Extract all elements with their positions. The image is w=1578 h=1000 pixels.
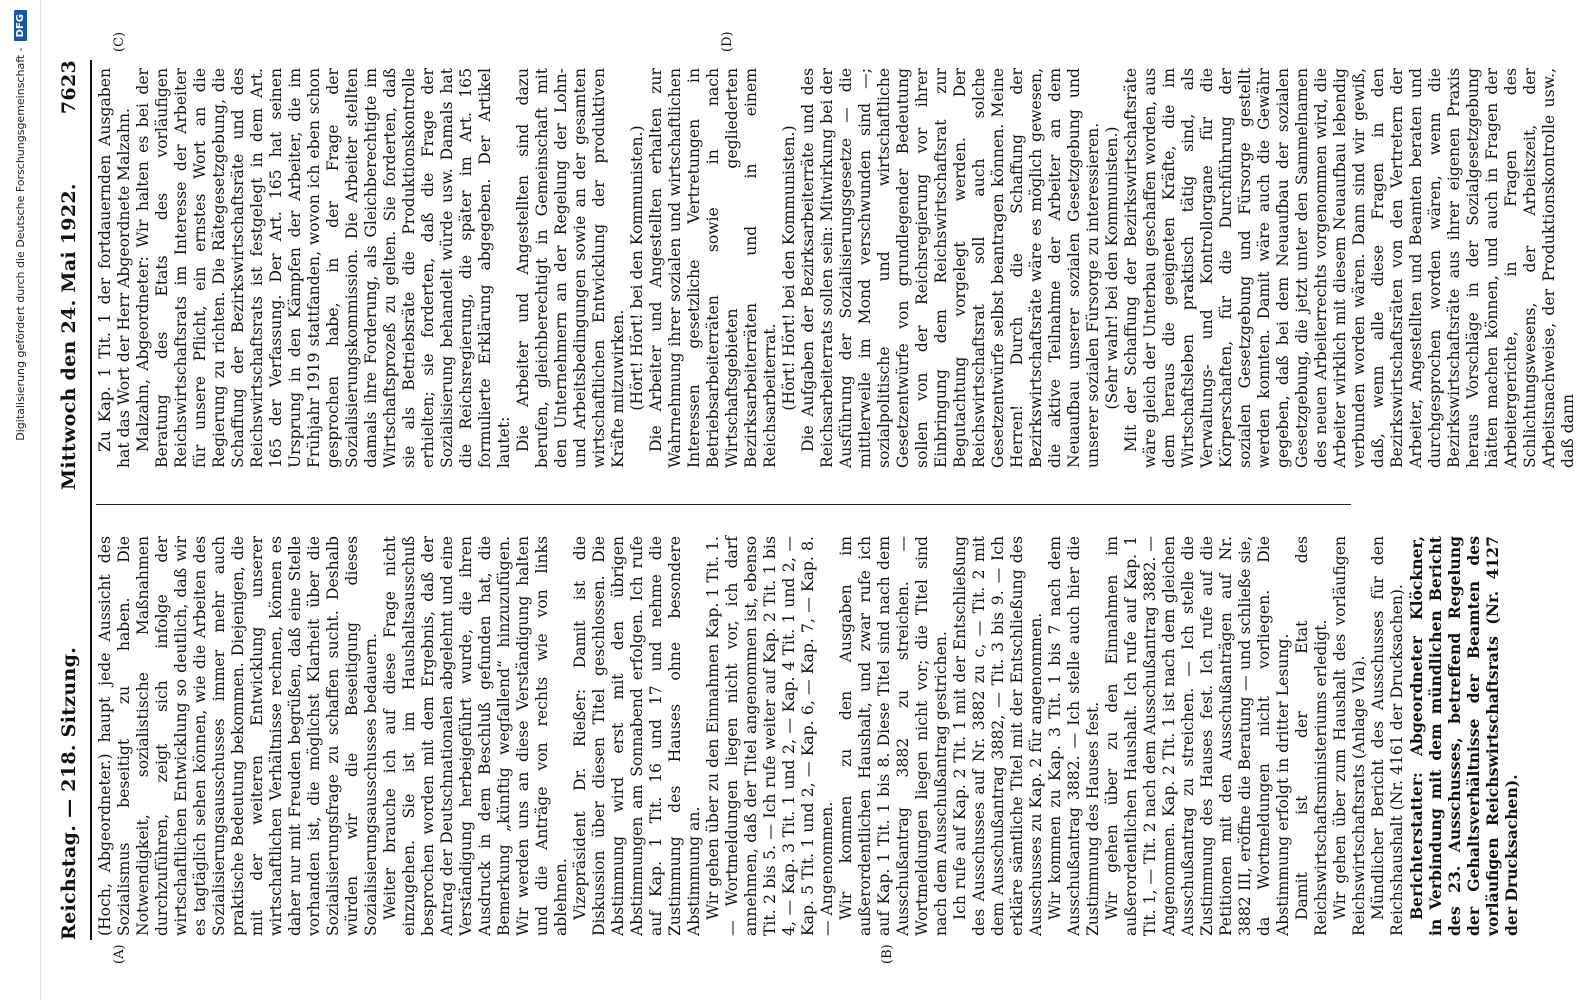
paragraph: Die Aufgaben der Bezirksarbeiterräte und des Reichsarbeiterrats sollen sein: Mitwirkung bei der Ausführung der Sozialisierungsgesetze — die mittlerweile im Mond verschwunden sind —; sozialpolitische und wirtschaftliche Gesetzentwürfe von grundlegender Bedeutung sollen von der Reichsregierung vor ihrer Einbringung dem Reichswirtschaftsrat zur Begutachtung vorgelegt werden. Der Reichswirtschaftsrat soll auch solche Gesetzentwürfe selbst beantragen können. Meine Herren! Durch die Schaffung der Bezirkswirtschaftsräte wäre es möglich gewesen, die aktive Teilnahme der Arbeiter an dem Neuaufbau unserer sozialen Gesetzgebung und unserer sozialen Fürsorge zu interessieren.: [799, 68, 1102, 468]
paragraph: Wir gehen über zum Haushalt des vorläufigen Reichswirtschaftsrats (Anlage VIa).: [1331, 536, 1368, 936]
paragraph: Ich rufe auf Kap. 2 Tit. 1 mit der Entschließung des Ausschusses auf Nr. 3882 zu c, — Tit. 2 mit dem Ausschußantrag 3882, — Tit. 3 bis 9. — Ich erkläre sämtliche Titel mit der Entschließung des Ausschusses zu Kap. 2 für angenommen.: [951, 536, 1045, 936]
paragraph: Mündlicher Bericht des Ausschusses für den Reichshaushalt (Nr. 4161 der Drucksachen).: [1369, 536, 1406, 936]
paragraph: Vizepräsident Dr. Rießer: Damit ist die Diskussion über diesen Titel geschlossen. Die Abstimmung wird erst mit den übrigen Abstimmungen am Sonnabend erfolgen. Ich rufe auf Kap. 1 Tit. 16 und 17 und nehme die Zustimmung des Hauses ohne besondere Abstimmung an.: [571, 536, 703, 936]
interjection: (Hört! Hört! bei den Kommunisten.): [780, 125, 798, 411]
right-column: [96, 68, 1577, 468]
paragraph: Wir gehen über zu den Einnahmen Kap. 1 Tit. 1. — Wortmeldungen liegen nicht vor, ich darf annehmen, daß der Titel angenommen ist, ebenso Tit. 2 bis 5. — Ich rufe weiter auf Kap. 2 Tit. 1 bis 4, — Kap. 3 Tit. 1 und 2, — Kap. 4 Tit. 1 und 2, — Kap. 5 Tit. 1 und 2, — Kap. 6, — Kap. 7, — Kap. 8. — Angenommen.: [704, 536, 836, 936]
quoted-paragraph: Die Arbeiter und Angestellten erhalten zur Wahrnehmung ihrer sozialen und wirtschaftlichen Interessen gesetzliche Vertretungen in Betriebsarbeiterräten sowie in nach Wirtschaftsgebieten gegliederten Bezirksarbeiterräten und in einem Reichsarbeiterrat.: [647, 68, 779, 468]
dfg-logo: DFG: [14, 10, 27, 41]
margin-mark-d: (D): [720, 31, 735, 52]
header-date: Mittwoch den 24. Mai 1922.: [58, 183, 80, 490]
interjection: (Hört! Hört! bei den Kommunisten.): [628, 125, 646, 411]
header-rule: [90, 60, 92, 940]
column-divider: [96, 504, 1351, 505]
paragraph: Berichterstatter: Abgeordneter Klöckner, in Verbindung mit dem mündlichen Bericht des 23. Ausschusses, betreffend Regelung der Gehaltsverhältnisse der Beamten des vorläufigen Reichswirtschaftsrats (Nr. 4127 der Drucksachen).: [1407, 536, 1521, 936]
paragraph: Malzahn, Abgeordneter: Wir halten es bei der Beratung des Etats des vorläufigen Reichswirtschaftsrats im Interesse der Arbeiter für unsere Pflicht, ein ernstes Wort an die Regierung zu richten. Die Rätegesetzgebung, die Schaffung der Bezirkswirtschaftsräte und des Reichswirtschaftsrats ist festgelegt in dem Art. 165 der Verfassung. Der Art. 165 hat seinen Ursprung in den Kämpfen der Arbeiter, die im Frühjahr 1919 stattfanden, wovon ich eben schon gesprochen habe, in der Frage der Sozialisierungskommission. Die Arbeiter stellten damals ihre Forderung, als Gleichberechtigte im Wirtschaftsprozeß zu gelten. Sie forderten, daß sie als Betriebsräte die Produktionskontrolle erhielten; sie forderten, daß die Frage der Sozialisierung behandelt würde usw. Damals hat die Reichsregierung, die später im Art. 165 formulierte Erklärung abgegeben. Der Artikel lautet:: [134, 68, 513, 468]
paragraph: Damit ist der Etat des Reichswirtschaftsministeriums erledigt.: [1293, 536, 1330, 936]
margin-mark-a: (A): [112, 944, 127, 964]
paragraph: Wir kommen zu Kap. 3 Tit. 1 bis 7 nach dem Ausschußantrag 3882. — Ich stelle auch hier die Zustimmung des Hauses fest.: [1046, 536, 1102, 936]
paragraph: Wir gehen über zu den Einnahmen im außerordentlichen Haushalt. Ich rufe auf Kap. 1 Tit. 1, — Tit. 2 nach dem Ausschußantrag 3882. — Angenommen. Kap. 2 Tit. 1 ist nach dem gleichen Ausschußantrag zu streichen. — Ich stelle die Zustimmung des Hauses fest. Ich rufe auf die Petitionen mit den Ausschußanträgen auf Nr. 3882 III, eröffne die Beratung — und schließe sie, da Wortmeldungen nicht vorliegen. Die Abstimmung erfolgt in dritter Lesung.: [1103, 536, 1292, 936]
quoted-paragraph: Die Arbeiter und Angestellten sind dazu berufen, gleichberechtigt in Gemeinschaft mit den Unternehmern an der Regelung der Lohn- und Arbeitsbedingungen sowie an der gesamten wirtschaftlichen Entwicklung der produktiven Kräfte mitzuwirken.: [514, 68, 627, 468]
header-left: Reichstag. — 218. Sitzung.: [58, 646, 80, 940]
margin-mark-c: (C): [112, 31, 127, 52]
paragraph: (Hoch, Abgeordneter.) haupt jede Aussicht des Sozialismus beseitigt zu haben. Die Notwendigkeit, sozialistische Maßnahmen durchzuführen, zeigt sich infolge der wirtschaftlichen Entwicklung so deutlich, daß wir es tagtäglich sehen können, wie die Arbeiten des Sozialisierungsausschusses immer mehr auch praktische Bedeutung bekommen. Diejenigen, die mit der weiteren Entwicklung unserer wirtschaftlichen Verhältnisse rechnen, können es daher nur mit Freuden begrüßen, daß eine Stelle vorhanden ist, die möglichst Klarheit über die Sozialisierungsfrage zu schaffen sucht. Deshalb würden wir die Beseitigung dieses Sozialisierungsausschusses bedauern.: [96, 536, 380, 936]
digitization-credit: [0, 0, 40, 1000]
header-right: [58, 60, 80, 490]
page-number: 7623: [58, 60, 80, 115]
paragraph: Weiter brauche ich auf diese Frage nicht einzugehen. Sie ist im Haushaltsausschuß besprochen worden mit dem Ergebnis, daß der Antrag der Deutschnationalen abgelehnt und eine Verständigung herbeigeführt wurde, die ihren Ausdruck in dem Beschluß gefunden hat, die Bemerkung „künftig wegfallend“ hinzuzufügen. Wir werden uns an diese Verständigung halten und die Anträge von rechts wie von links ablehnen.: [381, 536, 570, 936]
page-header: [58, 60, 88, 940]
paragraph: Zu Kap. 1 Tit. 1 der fortdauernden Ausgaben hat das Wort der Herr Abgeordnete Malzahn.: [96, 68, 133, 468]
credit-text: Digitalisierung gefördert durch die Deutsche Forschungsgemeinschaft -: [13, 47, 27, 441]
interjection: (Sehr wahr! bei den Kommunisten.): [1103, 126, 1121, 410]
paragraph: Mit der Schaffung der Bezirkswirtschaftsräte wäre gleich der Unterbau geschaffen worden, aus dem heraus die geeigneten Kräfte, die im Wirtschaftsleben praktisch tätig sind, als Verwaltungs- und Kontrollorgane für die Körperschaften, für die Durchführung der sozialen Gesetzgebung und Fürsorge gestellt werden konnten. Damit wäre auch die Gewähr gegeben, daß bei dem Neuaufbau der sozialen Gesetzgebung, die jetzt unter den Sammelnamen des neuen Arbeiterrechts vorgenommen wird, die Arbeiter wirklich mit diesem Neuaufbau lebendig verbunden worden wären. Dann sind wir gewiß, daß, wenn alle diese Fragen in den Bezirkswirtschaftsräten von den Vertretern der Arbeiter, Angestellten und Beamten beraten und durchgesprochen worden wären, wenn die Bezirkswirtschaftsräte aus ihrer eigenen Praxis heraus Vorschläge in der Sozialgesetzgebung hätten machen können, und auch in Fragen der Arbeitergerichte, in Fragen des Schlichtungswesens, der Arbeitszeit, der Arbeitsnachweise, der Produktionskontrolle usw., daß dann: [1122, 68, 1577, 468]
margin-mark-b: (B): [880, 944, 895, 964]
paragraph: Wir kommen zu den Ausgaben im außerordentlichen Haushalt, und zwar rufe ich auf Kap. 1 Tit. 1 bis 8. Diese Titel sind nach dem Ausschußantrag 3882 zu streichen. — Wortmeldungen liegen nicht vor; die Titel sind nach dem Ausschußantrag gestrichen.: [837, 536, 950, 936]
left-column: [96, 536, 1521, 936]
credit-separator: [40, 0, 41, 1000]
